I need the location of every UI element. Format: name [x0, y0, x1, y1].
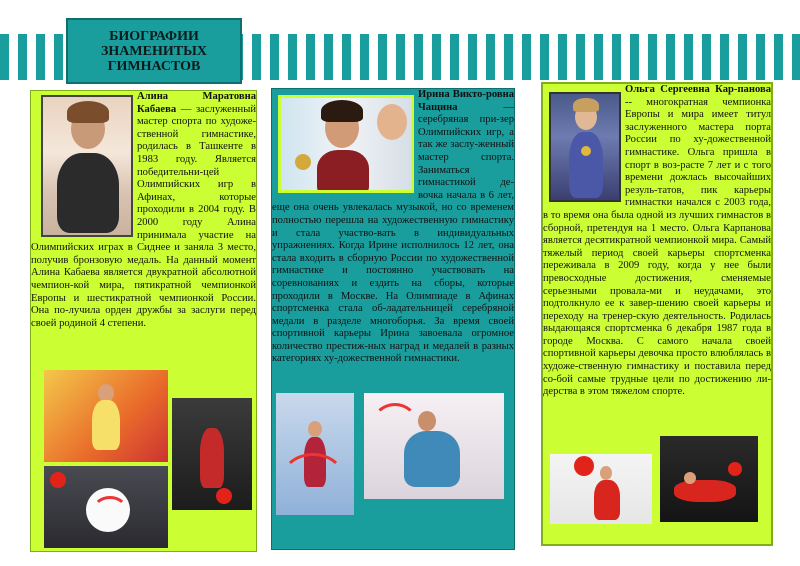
kabaeva-photo-3 [44, 466, 168, 548]
chashchina-photo-collage [276, 393, 512, 521]
karpanova-name: Ольга Сергеевна Кар-панова [625, 84, 771, 95]
chashchina-photo-1 [276, 393, 354, 515]
kabaeva-name: Алина Маратовна Кабаева [137, 91, 256, 115]
page-title: БИОГРАФИИ ЗНАМЕНИТЫХ ГИМНАСТОВ [66, 18, 242, 84]
kabaeva-photo-1 [44, 370, 168, 462]
karpanova-photo-2 [660, 436, 758, 522]
chashchina-name: Ирина Викто-ровна Чащина [418, 89, 514, 113]
chashchina-photo-2 [364, 393, 504, 499]
karpanova-photo-1 [550, 454, 652, 524]
chashchina-text: — серебряная при-зер Олимпийских игр, а так же заслу-женный мастер спорта. Заниматься гимнастикой де-вочка начала в 6 лет, еще она очень увлекалась музыкой, но со временем полностью перешла на художественную гимнастику и стала участво-вать в индивидуальных упражнениях. Когда Ирине исполнилось 12 лет, она стала входить в сборную России по художественной гимнастике и постоянно участвовать на соревнованиях и ездить на сборы, которые проходили в Москве. На Олимпиаде в Афинах спортсменка стала об-ладательницей серебряной медали в разделе многоборья. За время своей спортивной карьеры Ирина завоевала огромное количество престиж-ных наград и медалей в разных категориях ху-дожественной гимнастики. [272, 101, 514, 365]
chashchina-portrait [278, 95, 414, 193]
karpanova-photo-collage [548, 436, 760, 532]
kabaeva-text: — заслуженный мастер спорта по художе-ственной гимнастике, родилась в Ташкенте в 1983 году. Является победительни-цей Олимпийских игр в Афинах, которые проходили в 2004 году. В 2000 году Алина принимала участие на Олимпийских играх в Сиднее и заняла 3 место, получив бронзовую медаль. На данный момент Алина Кабаева является двукратной абсолютной чемпион-кой мира, пятикратной чемпионкой Европы и шестикратной чемпионкой России. Она по-лучила орден дружбы за заслуги перед своей родиной 4 степени. [31, 103, 256, 329]
karpanova-text: -- многократная чемпионка Европы и мира имеет титул заслуженного мастера порта России по ху-дожественной гимнастике. Ольга пришла в спорт в воз-расте 7 лет и с того времени дожлась высочайших резуль-татов, пик карьеры гимнастки начался с 2003 года, в то время она была одной из лучших гимнастов в сборной, претендуя на 1 место. Ольга Карпанова является десятикратной чемпионкой мира. Самый тяжелый период своей карьеры спортсменка переживала в 2009 году, когда у нее были превосходные достижения, сменяемые серьезными провала-ми и неудачами, это подтолкнуло ее к завер-шению своей карьеры и переходу на тренер-скую деятельность. Родилась выдающаяся спортсменка 6 декабря 1987 года в городе Москва. С самого начала своей спортивной карьеры девочка просто влюблялась в художе-ственную гимнастику и поставила перед со-бой самые трудные цели по достижению ли-дерства в этом тяжелом спорте. [543, 96, 771, 398]
kabaeva-portrait [41, 95, 133, 237]
karpanova-portrait [549, 92, 621, 202]
kabaeva-photo-2 [172, 398, 252, 510]
kabaeva-photo-collage [44, 370, 254, 548]
